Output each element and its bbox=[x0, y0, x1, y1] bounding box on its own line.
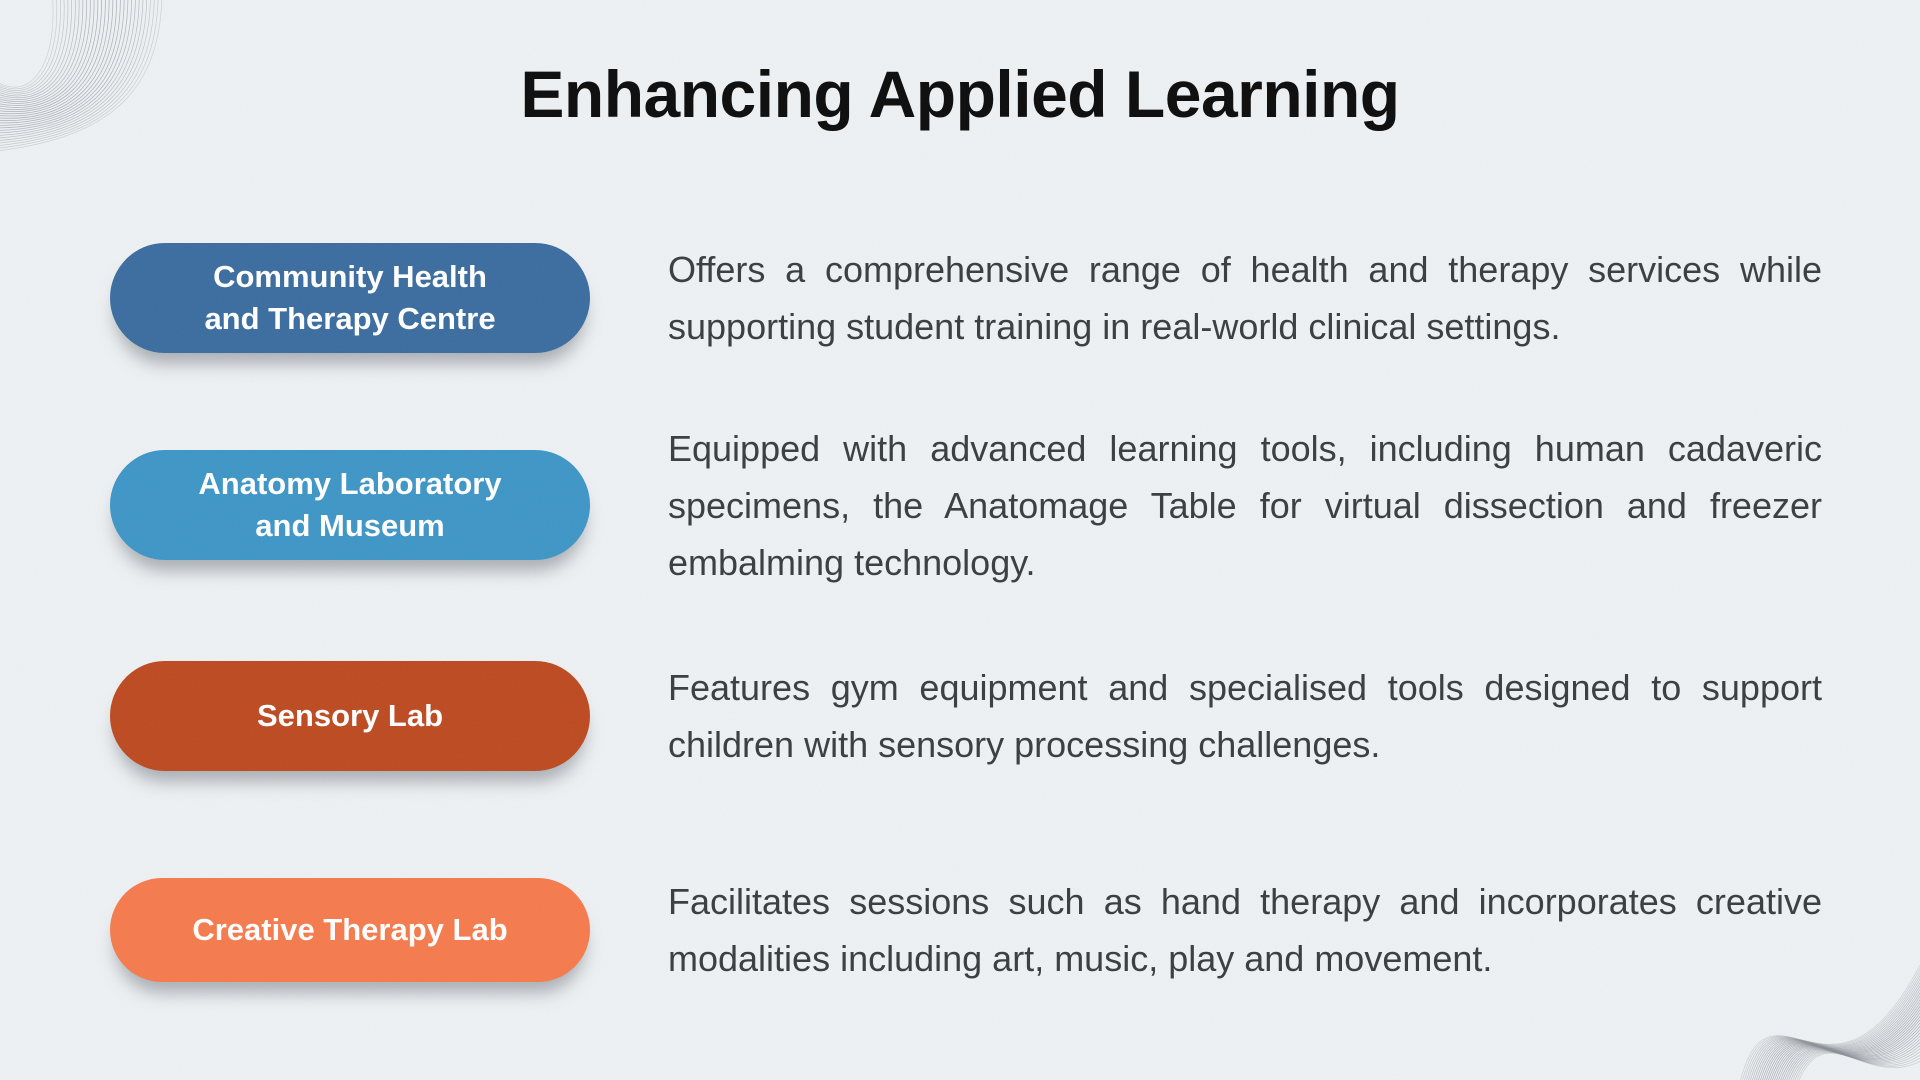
description-line: supporting student training in real-world clinical settings. bbox=[668, 306, 1561, 347]
feature-description bbox=[668, 659, 1822, 773]
pill-community-health-therapy-centre bbox=[110, 243, 590, 353]
description-line: Equipped with advanced learning tools, including human cadaveric bbox=[668, 427, 1822, 469]
feature-row-creative-therapy-lab bbox=[110, 875, 1822, 985]
pill-label-line: Creative Therapy Lab bbox=[192, 912, 508, 947]
pill-label-line: and Museum bbox=[255, 508, 445, 543]
pill-creative-therapy-lab bbox=[110, 878, 590, 982]
pill-label-line: Community Health bbox=[213, 259, 487, 294]
pill-label-line: Sensory Lab bbox=[256, 698, 444, 733]
description-line: Features gym equipment and specialised tools designed to support bbox=[668, 667, 1822, 708]
description-line: specimens, the Anatomage Table for virtual dissection and freezer bbox=[668, 484, 1822, 526]
description-line: children with sensory processing challenges. bbox=[668, 724, 1381, 765]
feature-row-anatomy-laboratory bbox=[110, 427, 1822, 583]
description-line: embalming technology. bbox=[668, 541, 1036, 583]
feature-row-sensory-lab bbox=[110, 661, 1822, 771]
pill-label-line: and Therapy Centre bbox=[204, 301, 496, 336]
description-line: modalities including art, music, play and movement. bbox=[668, 938, 1493, 979]
description-line: Offers a comprehensive range of health and therapy services while bbox=[668, 249, 1822, 290]
feature-description bbox=[668, 420, 1822, 591]
description-line: Facilitates sessions such as hand therapy and incorporates creative bbox=[668, 881, 1822, 922]
pill-label-line: Anatomy Laboratory bbox=[198, 466, 502, 501]
feature-description bbox=[668, 873, 1822, 987]
feature-description bbox=[668, 241, 1822, 355]
feature-row-community-health bbox=[110, 243, 1822, 353]
pill-sensory-lab bbox=[110, 661, 590, 771]
pill-anatomy-laboratory-museum bbox=[110, 450, 590, 560]
page-title: Enhancing Applied Learning bbox=[520, 57, 1400, 131]
